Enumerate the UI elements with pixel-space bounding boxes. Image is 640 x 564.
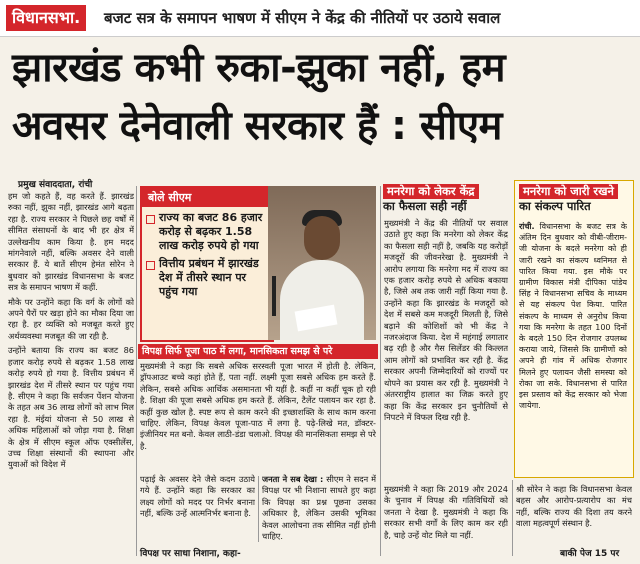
microphone-icon <box>272 276 276 316</box>
middle-sub-2 <box>262 474 376 556</box>
photo-face <box>304 216 340 260</box>
cm-photo <box>268 186 376 340</box>
left-column <box>8 191 134 537</box>
middle-body: मुख्यमंत्री ने कहा कि सबसे अधिक सरस्वती पूजा भारत में होती है. लेकिन, ड्रॉपआउट बच्चे कहां होते हैं, पता नहीं. लक्ष्मी पूजा सबसे अधिक हम करते हैं. लेकिन, सबसे अधिक आर्थिक असमानता भी यहीं है. कहीं ना कहीं चूक हो रही है. शिक्षा की पूजा सबसे अधिक हम करते हैं. लेकिन, टैलेंट पलायन कर रहा है. कहीं कुछ खोल है. स्पष्ट रूप से काम करने की इच्छाशक्ति के साथ काम करना चाहिए. लेकिन, विपक्ष केवल पूजा-पाठ में लगा है. पढ़े-लिखे मत, डॉक्टर-इंजीनियर मत बनो. केवल लाठी-डंडा चलाओ. विपक्ष की मानसिकता समझ से परे है. <box>140 361 376 451</box>
photo-shirt <box>280 260 364 340</box>
middle-sub-1: पढ़ाई के अवसर देने जैसे कदम उठाये गये हैं. उन्होंने कहा कि सरकार का लक्ष्य लोगों को मदद पर निर्भर बनाना नहीं, बल्कि उन्हें आत्मनिर्भर बनाना है. <box>140 474 255 519</box>
resolution-head-line-1: मनरेगा को जारी रखने <box>519 184 618 199</box>
resolution-body <box>519 221 627 473</box>
callout-box <box>140 186 274 342</box>
column-divider <box>136 186 137 556</box>
section-tag: विधानसभा. <box>6 5 86 31</box>
manrega-body-2: मुख्यमंत्री ने कहा कि 2019 और 2024 के चुनाव में विपक्ष की गतिविधियों को जनता ने देखा है. मुख्यमंत्री ने कहा कि सरकार सभी वर्गों के लिए काम कर रही है, चाहे उन्हें वोट मिले या नहीं. <box>384 484 508 540</box>
resolution-head-line-2: का संकल्प पारित <box>519 199 591 213</box>
resolution-dateline: रांची. <box>519 222 535 231</box>
middle-red-subhead: विपक्ष सिर्फ पूजा पाठ में लगा, मानसिकता समझ से परे <box>138 344 378 359</box>
resolution-box <box>514 180 634 478</box>
left-paragraph-1: हम जो कहते हैं, वह करते हैं. झारखंड रुका नहीं, झुका नहीं, झारखंड आगे बढ़ता रहा है. राज्य सरकार ने पिछले छह वर्षों में सीमित संसाधनों के बाद भी हर क्षेत्र में उल्लेखनीय काम किया है. हम मदद मांगनेवाले नहीं, बल्कि अवसर देने वाली सरकार हैं. ये बातें सीएम हेमंत सोरेन ने बुधवार को झारखंड विधानसभा के बजट सत्र के समापन भाषण में कहीं. <box>8 191 134 293</box>
top-strip <box>0 0 640 37</box>
callout-bullet-1 <box>142 207 272 253</box>
bullet-square-icon <box>146 261 155 270</box>
resolution-head <box>515 181 633 214</box>
continued-note: बाकी पेज 15 पर <box>560 549 620 559</box>
headline-line-2: अवसर देनेवाली सरकार हैं : सीएम <box>12 103 502 149</box>
column-divider <box>512 480 513 556</box>
column-divider <box>258 476 259 542</box>
byline: प्रमुख संवाददाता, रांची <box>18 180 93 190</box>
callout-bullet-2-text: वित्तीय प्रबंधन में झारखंड देश में तीसरे स्थान पर पहुंच गया <box>159 257 259 298</box>
kicker-line: बजट सत्र के समापन भाषण में सीएम ने केंद्र की नीतियों पर उठाये सवाल <box>104 9 501 27</box>
sub2-text: सीएम ने सदन में विपक्ष पर भी निशाना साधते हुए कहा कि विपक्ष का प्रश्न पूछना उसका अधिकार है, लेकिन उसकी भूमिका केवल आलोचना तक सीमित नहीं होनी चाहिए. <box>262 474 376 542</box>
column-divider <box>380 186 381 556</box>
headline-line-1: झारखंड कभी रुका-झुका नहीं, हम <box>12 45 506 91</box>
middle-bottom-head: विपक्ष पर साधा निशाना, कहा- <box>140 549 241 559</box>
manrega-body: मुख्यमंत्री ने केंद्र की नीतियों पर सवाल उठाते हुए कहा कि मनरेगा को लेकर केंद्र का फैसला सही नहीं है, जबकि यह करोड़ों मजदूरों की जीवनरेखा है. मुख्यमंत्री ने आरोप लगाया कि मनरेगा मद में राज्य का एक हजार करोड़ रुपये से अधिक बकाया है, जिसे अब तक जारी नहीं किया गया है. उन्होंने कहा कि झारखंड के मजदूरों को देश में सबसे कम मजदूरी मिलती है, जिसे बढ़ाने की कोशिशों को भी केंद्र ने नजरअंदाज किया. देश में महंगाई लगातार बढ़ रही है और गैस सिलेंडर की किल्लत आम लोगों को प्रभावित कर रही है. केंद्र सरकार अपनी जिम्मेदारियों को राज्यों पर थोपने का प्रयास कर रही है. मुख्यमंत्री ने अंतरराष्ट्रीय हालात का जिक्र करते हुए कहा कि केंद्र सरकार इन चुनौतियों से निपटने में विफल दिख रही है. <box>384 218 508 422</box>
right-body-2: श्री सोरेन ने कहा कि विधानसभा केवल बहस और आरोप-प्रत्यारोप का मंच नहीं, बल्कि राज्य की दिशा तय करने वाला महत्वपूर्ण संस्थान है. <box>516 484 632 529</box>
resolution-text: विधानसभा के बजट सत्र के अंतिम दिन बुधवार को वीबी-जीराम-जी योजना के बदले मनरेगा को ही जारी रखने का संकल्प ध्वनिमत से पारित किया गया. इस मौके पर ग्रामीण विकास मंत्री दीपिका पांडेय सिंह ने विधानसभा सचिव के माध्यम से यह संकल्प पेश किया. पारित संकल्प के माध्यम से अनुरोध किया गया कि मनरेगा के तहत 100 दिनों के बदले 150 दिन रोजगार उपलब्ध कराया जाये, जिससे कि ग्रामीणों को अपने ही गांव में अधिक रोजगार मिलने हुए पलायन जैसी समस्या को रोका जा सके. विधानसभा से पारित इस प्रस्ताव को केंद्र सरकार को भेजा जायेगा. <box>519 222 627 411</box>
sub2-lead: जनता ने सब देखा : <box>262 474 324 484</box>
left-paragraph-2: मौके पर उन्होंने कहा कि वर्ग के लोगों को अपने पैरों पर खड़ा होने का मौका दिया जा रहा है. हर व्यक्ति को मजबूत करते हुए अर्थव्यवस्था मजबूत की जा रही है. <box>8 296 134 341</box>
callout-title: बोले सीएम <box>142 188 272 207</box>
manrega-head-line-1: मनरेगा को लेकर केंद्र <box>383 184 479 199</box>
callout-bullet-1-text: राज्य का बजट 86 हजार करोड़ से बढ़कर 1.58 लाख करोड़ रुपये हो गया <box>159 211 263 252</box>
manrega-head-line-2: का फैसला सही नहीं <box>383 199 467 213</box>
left-paragraph-3: उन्होंने बताया कि राज्य का बजट 86 हजार करोड़ रुपये से बढ़कर 1.58 लाख करोड़ रुपये हो गया है. वित्तीय प्रबंधन में झारखंड देश में तीसरे स्थान पर पहुंच गया है. सीएम ने कहा कि सर्वजन पेंशन योजना के तहत अब 36 लाख लोगों को लाभ मिल रहा है. मंईयां योजना से 50 लाख से अधिक महिलाओं को जोड़ा गया है. शिक्षा के क्षेत्र में सीएम स्कूल ऑफ एक्सीलेंस, उच्च शिक्षा संस्थानों की स्थापना और युवाओं को विदेश में <box>8 345 134 470</box>
manrega-head <box>383 184 511 214</box>
callout-bullet-2 <box>142 253 272 299</box>
bullet-square-icon <box>146 215 155 224</box>
